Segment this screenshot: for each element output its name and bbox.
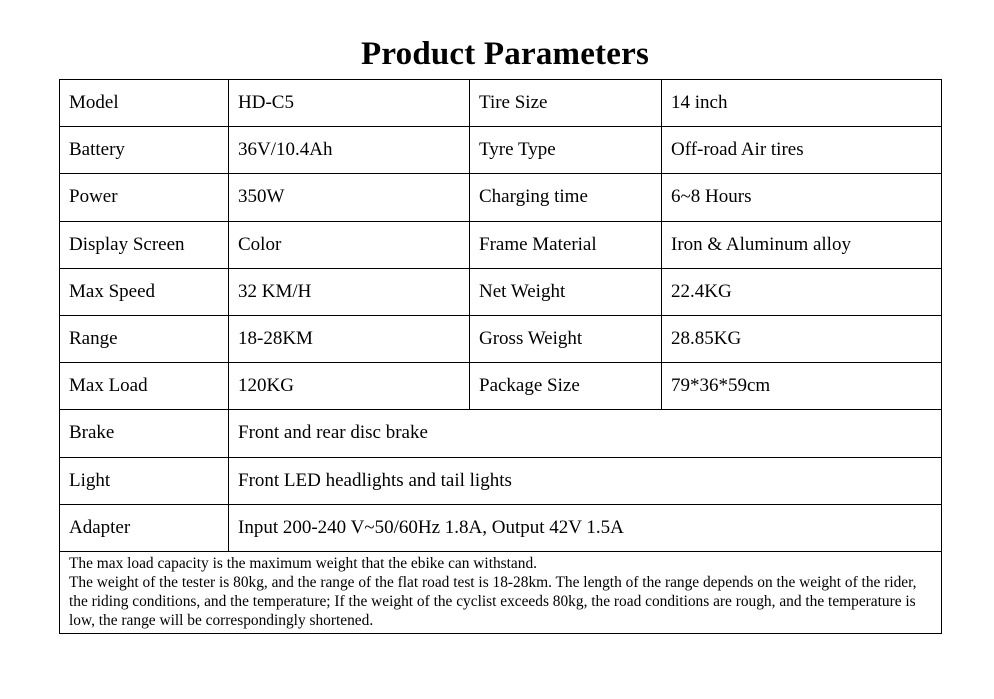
- param-label: Range: [60, 315, 229, 362]
- param-value: Iron & Aluminum alloy: [662, 221, 942, 268]
- table-row: [60, 315, 942, 362]
- footnote-line: The max load capacity is the maximum weight that the ebike can withstand.: [69, 554, 537, 572]
- parameters-table: [59, 79, 942, 634]
- param-label: Gross Weight: [470, 315, 662, 362]
- param-value: HD-C5: [229, 80, 470, 127]
- param-label: Light: [60, 457, 229, 504]
- note-row: [60, 551, 942, 633]
- param-value: Front LED headlights and tail lights: [229, 457, 942, 504]
- param-value: 6~8 Hours: [662, 174, 942, 221]
- param-value: Off-road Air tires: [662, 127, 942, 174]
- param-label: Tyre Type: [470, 127, 662, 174]
- param-label: Max Load: [60, 363, 229, 410]
- param-value: 14 inch: [662, 80, 942, 127]
- table-row: [60, 127, 942, 174]
- param-value: Color: [229, 221, 470, 268]
- param-label: Frame Material: [470, 221, 662, 268]
- param-value: 18-28KM: [229, 315, 470, 362]
- param-value: Input 200-240 V~50/60Hz 1.8A, Output 42V 1.5A: [229, 504, 942, 551]
- table-row: [60, 457, 942, 504]
- param-label: Power: [60, 174, 229, 221]
- param-value: 350W: [229, 174, 470, 221]
- page-title: Product Parameters: [361, 36, 649, 72]
- param-label: Tire Size: [470, 80, 662, 127]
- table-row: [60, 80, 942, 127]
- table-row: [60, 221, 942, 268]
- param-label: Package Size: [470, 363, 662, 410]
- param-value: 28.85KG: [662, 315, 942, 362]
- param-value: 32 KM/H: [229, 268, 470, 315]
- param-label: Charging time: [470, 174, 662, 221]
- param-value: 120KG: [229, 363, 470, 410]
- table-row: [60, 174, 942, 221]
- param-label: Max Speed: [60, 268, 229, 315]
- table-row: [60, 363, 942, 410]
- param-label: Battery: [60, 127, 229, 174]
- param-value: 79*36*59cm: [662, 363, 942, 410]
- param-label: Display Screen: [60, 221, 229, 268]
- table-row: [60, 268, 942, 315]
- param-value: 22.4KG: [662, 268, 942, 315]
- param-label: Net Weight: [470, 268, 662, 315]
- table-row: [60, 504, 942, 551]
- footnote-line: The weight of the tester is 80kg, and the range of the flat road test is 18-28km. The length of the range depends on the weight of the rider, the riding conditions, and the temperature; If the weight of the cyclist exceeds 80kg, the road conditions are rough, and the temperature is low, the range will be correspondingly shortened.: [69, 573, 917, 629]
- table-row: [60, 410, 942, 457]
- param-value: 36V/10.4Ah: [229, 127, 470, 174]
- param-label: Adapter: [60, 504, 229, 551]
- param-label: Model: [60, 80, 229, 127]
- param-label: Brake: [60, 410, 229, 457]
- footnote: [60, 551, 942, 633]
- param-value: Front and rear disc brake: [229, 410, 942, 457]
